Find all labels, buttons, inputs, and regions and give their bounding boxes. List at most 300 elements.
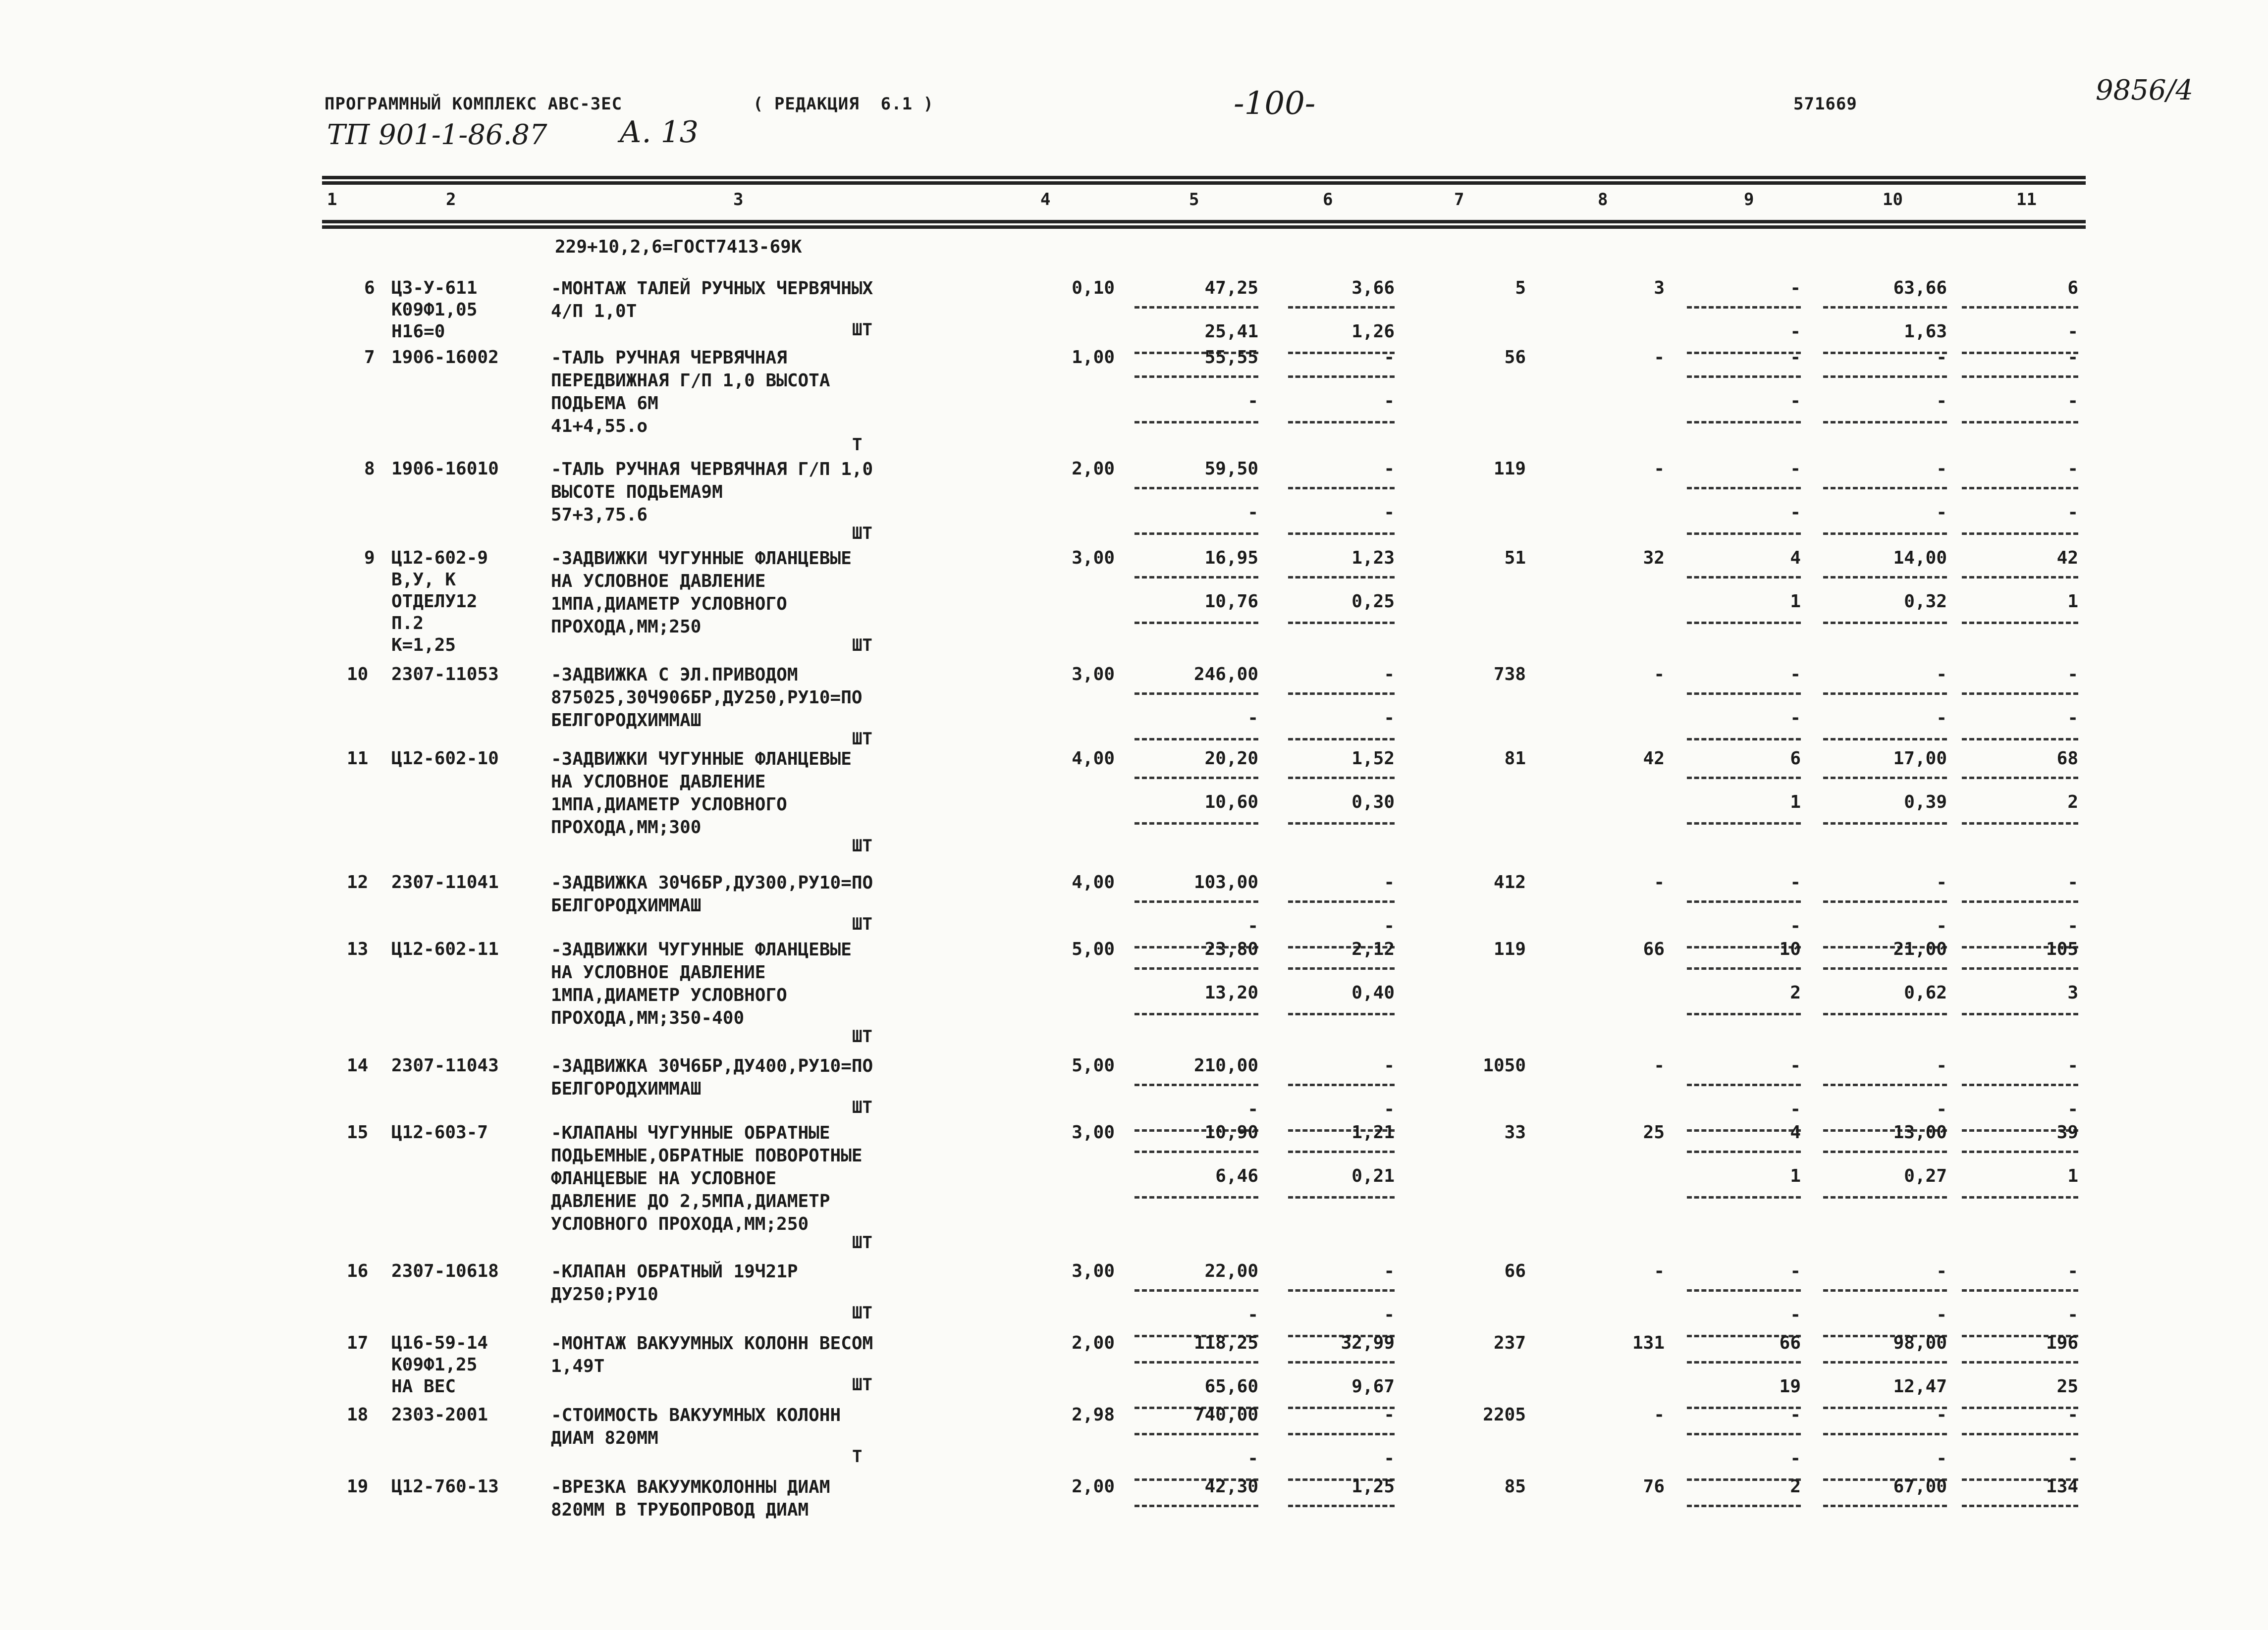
cell-c8: 131 bbox=[1632, 1333, 1665, 1353]
value-underline bbox=[1134, 692, 1258, 695]
cell-c8: 3 bbox=[1654, 278, 1665, 298]
resource-code-block bbox=[391, 1122, 488, 1144]
resource-code-line: К=1,25 bbox=[391, 635, 456, 655]
resource-code-line: 2307-10618 bbox=[391, 1261, 499, 1281]
cell-c11a: 42 bbox=[2056, 548, 2078, 568]
value-underline bbox=[1962, 1084, 2078, 1086]
value-underline bbox=[1687, 576, 1801, 578]
description-line: ПРОХОДА,ММ;350-400 bbox=[551, 1008, 745, 1028]
row-number: 9 bbox=[364, 548, 375, 568]
value-underline bbox=[1962, 1433, 2078, 1435]
value-underline bbox=[1687, 375, 1801, 378]
value-underline bbox=[1962, 487, 2078, 489]
cell-c7: 56 bbox=[1504, 347, 1526, 368]
unit-label: ШТ bbox=[852, 1098, 872, 1117]
resource-code-line: 1906-16010 bbox=[391, 459, 499, 479]
cell-c7: 237 bbox=[1493, 1333, 1526, 1353]
resource-code-line: Ц16-59-14 bbox=[391, 1333, 488, 1353]
cell-c6b: - bbox=[1384, 391, 1395, 411]
cell-c11b: 1 bbox=[2067, 591, 2078, 612]
cell-c11a: - bbox=[2067, 1261, 2078, 1281]
value-underline bbox=[1823, 576, 1947, 578]
column-header-8: 8 bbox=[1598, 190, 1608, 210]
cell-c4: 3,00 bbox=[1072, 1261, 1115, 1281]
cell-c11a: 68 bbox=[2056, 748, 2078, 769]
cell-c6b: - bbox=[1384, 1305, 1395, 1325]
cell-c10b: - bbox=[1936, 1448, 1947, 1469]
description-line: 4/П 1,0Т bbox=[551, 301, 637, 321]
cell-c10a: 13,00 bbox=[1893, 1122, 1947, 1143]
row-number: 17 bbox=[347, 1333, 369, 1353]
value-underline bbox=[1134, 1289, 1258, 1292]
value-underline bbox=[1288, 738, 1395, 740]
cell-c5b: - bbox=[1247, 916, 1258, 936]
work-description bbox=[551, 1404, 841, 1450]
resource-code-line: Н16=0 bbox=[391, 321, 445, 342]
resource-code-block bbox=[391, 1261, 499, 1282]
resource-code-block bbox=[391, 347, 499, 368]
cell-c9b: 2 bbox=[1790, 983, 1801, 1003]
value-underline bbox=[1134, 1084, 1258, 1086]
value-underline bbox=[1134, 1433, 1258, 1435]
cell-c11b: - bbox=[2067, 1305, 2078, 1325]
cell-c7: 1050 bbox=[1483, 1055, 1526, 1076]
cell-c6a: - bbox=[1384, 1055, 1395, 1076]
resource-code-block bbox=[391, 748, 499, 770]
value-underline bbox=[1962, 692, 2078, 695]
cell-c11a: - bbox=[2067, 1055, 2078, 1076]
cell-c10b: 1,63 bbox=[1904, 321, 1947, 342]
value-underline bbox=[1687, 1013, 1801, 1015]
value-underline bbox=[1962, 1013, 2078, 1015]
value-underline bbox=[1962, 375, 2078, 378]
cell-c6a: - bbox=[1384, 664, 1395, 684]
cell-c8: 66 bbox=[1643, 939, 1665, 959]
value-underline bbox=[1134, 822, 1258, 825]
value-underline bbox=[1823, 622, 1947, 624]
cell-c7: 85 bbox=[1504, 1476, 1526, 1497]
cell-c7: 66 bbox=[1504, 1261, 1526, 1281]
description-line: -КЛАПАНЫ ЧУГУННЫЕ ОБРАТНЫЕ bbox=[551, 1123, 830, 1143]
cell-c10b: - bbox=[1936, 916, 1947, 936]
resource-code-line: Ц12-602-9 bbox=[391, 548, 488, 568]
description-line: БЕЛГОРОДХИММАШ bbox=[551, 895, 702, 916]
cell-c9b: - bbox=[1790, 321, 1801, 342]
cell-c11b: - bbox=[2067, 708, 2078, 728]
unit-label: ШТ bbox=[852, 1233, 872, 1253]
cell-c9a: 6 bbox=[1790, 748, 1801, 769]
cell-c5a: 20,20 bbox=[1204, 748, 1258, 769]
project-number: ТП 901-1-86.87 bbox=[327, 119, 547, 151]
continuation-line: 229+10,2,6=ГОСТ7413-69К bbox=[555, 237, 802, 257]
value-underline bbox=[1823, 1196, 1947, 1199]
cell-c9a: - bbox=[1790, 872, 1801, 893]
cell-c4: 3,00 bbox=[1072, 664, 1115, 684]
value-underline bbox=[1134, 900, 1258, 903]
value-underline bbox=[1823, 1289, 1947, 1292]
value-underline bbox=[1288, 1289, 1395, 1292]
cell-c9a: - bbox=[1790, 278, 1801, 298]
value-underline bbox=[1823, 777, 1947, 779]
edition-label: ( РЕДАКЦИЯ 6.1 ) bbox=[753, 94, 934, 114]
description-line: -ТАЛЬ РУЧНАЯ ЧЕРВЯЧНАЯ bbox=[551, 348, 787, 368]
description-line: 41+4,55.о bbox=[551, 416, 648, 436]
description-line: ПОДЬЕМА 6М bbox=[551, 393, 658, 414]
resource-code-line: 2307-11041 bbox=[391, 872, 499, 893]
resource-code-line: 2307-11043 bbox=[391, 1055, 499, 1076]
description-line: ДИАМ 820ММ bbox=[551, 1428, 658, 1448]
value-underline bbox=[1134, 375, 1258, 378]
cell-c9b: - bbox=[1790, 1099, 1801, 1119]
row-number: 19 bbox=[347, 1476, 369, 1497]
resource-code-line: Ц12-602-10 bbox=[391, 748, 499, 769]
value-underline bbox=[1823, 487, 1947, 489]
resource-code-line: 2303-2001 bbox=[391, 1405, 488, 1425]
description-line: -ЗАДВИЖКА 30Ч6БР,ДУ400,РУ10=ПО bbox=[551, 1056, 873, 1076]
value-underline bbox=[1134, 532, 1258, 535]
value-underline bbox=[1823, 738, 1947, 740]
value-underline bbox=[1134, 576, 1258, 578]
cell-c6a: 1,21 bbox=[1351, 1122, 1395, 1143]
cell-c8: 42 bbox=[1643, 748, 1665, 769]
description-line: ПЕРЕДВИЖНАЯ Г/П 1,0 ВЫСОТА bbox=[551, 370, 830, 391]
value-underline bbox=[1288, 1013, 1395, 1015]
description-line: -ЗАДВИЖКА С ЭЛ.ПРИВОДОМ bbox=[551, 665, 798, 685]
unit-label: Т bbox=[852, 1447, 863, 1467]
cell-c9b: - bbox=[1790, 916, 1801, 936]
cell-c9b: - bbox=[1790, 708, 1801, 728]
cell-c6a: 1,25 bbox=[1351, 1476, 1395, 1497]
row-number: 8 bbox=[364, 459, 375, 479]
value-underline bbox=[1288, 576, 1395, 578]
cell-c5b: 10,76 bbox=[1204, 591, 1258, 612]
description-line: -СТОИМОСТЬ ВАКУУМНЫХ КОЛОНН bbox=[551, 1405, 841, 1425]
value-underline bbox=[1687, 1196, 1801, 1199]
value-underline bbox=[1687, 1151, 1801, 1153]
description-line: НА УСЛОВНОЕ ДАВЛЕНИЕ bbox=[551, 772, 766, 792]
resource-code-line: Ц12-602-11 bbox=[391, 939, 499, 959]
cell-c11a: - bbox=[2067, 1405, 2078, 1425]
cell-c5b: 65,60 bbox=[1204, 1376, 1258, 1397]
value-underline bbox=[1134, 1505, 1258, 1507]
description-line: 820ММ В ТРУБОПРОВОД ДИАМ bbox=[551, 1500, 809, 1520]
value-underline bbox=[1823, 900, 1947, 903]
cell-c6b: 9,67 bbox=[1351, 1376, 1395, 1397]
cell-c5a: 118,25 bbox=[1193, 1333, 1258, 1353]
cell-c8: - bbox=[1654, 664, 1665, 684]
cell-c8: - bbox=[1654, 459, 1665, 479]
cell-c10b: 0,39 bbox=[1904, 792, 1947, 812]
cell-c7: 2205 bbox=[1483, 1405, 1526, 1425]
cell-c10a: - bbox=[1936, 872, 1947, 893]
resource-code-block bbox=[391, 1332, 488, 1398]
column-header-9: 9 bbox=[1744, 190, 1754, 210]
cell-c9a: 10 bbox=[1779, 939, 1801, 959]
resource-code-block bbox=[391, 664, 499, 685]
cell-c10b: - bbox=[1936, 391, 1947, 411]
description-line: -КЛАПАН ОБРАТНЫЙ 19Ч21Р bbox=[551, 1262, 798, 1282]
cell-c11b: 2 bbox=[2067, 792, 2078, 812]
value-underline bbox=[1823, 692, 1947, 695]
cell-c8: - bbox=[1654, 1055, 1665, 1076]
row-number: 11 bbox=[347, 748, 369, 769]
value-underline bbox=[1288, 900, 1395, 903]
value-underline bbox=[1823, 1505, 1947, 1507]
resource-code-block bbox=[391, 872, 499, 894]
cell-c10b: 0,62 bbox=[1904, 983, 1947, 1003]
cell-c10a: 67,00 bbox=[1893, 1476, 1947, 1497]
resource-code-line: П.2 bbox=[391, 613, 424, 633]
cell-c9b: - bbox=[1790, 502, 1801, 523]
value-underline bbox=[1288, 822, 1395, 825]
value-underline bbox=[1962, 738, 2078, 740]
cell-c7: 412 bbox=[1493, 872, 1526, 893]
work-description bbox=[551, 664, 863, 732]
cell-c5a: 22,00 bbox=[1204, 1261, 1258, 1281]
column-header-4: 4 bbox=[1040, 190, 1051, 210]
value-underline bbox=[1823, 822, 1947, 825]
cell-c5b: - bbox=[1247, 1305, 1258, 1325]
value-underline bbox=[1134, 1151, 1258, 1153]
value-underline bbox=[1687, 1361, 1801, 1364]
value-underline bbox=[1288, 1433, 1395, 1435]
value-underline bbox=[1288, 487, 1395, 489]
work-description bbox=[551, 458, 873, 526]
value-underline bbox=[1288, 375, 1395, 378]
unit-label: ШТ bbox=[852, 836, 872, 856]
value-underline bbox=[1687, 306, 1801, 309]
work-description bbox=[551, 1122, 863, 1236]
resource-code-line: К09Ф1,05 bbox=[391, 300, 478, 320]
resource-code-line: НА ВЕС bbox=[391, 1376, 456, 1397]
value-underline bbox=[1962, 622, 2078, 624]
value-underline bbox=[1687, 738, 1801, 740]
cell-c7: 738 bbox=[1493, 664, 1526, 684]
value-underline bbox=[1823, 1084, 1947, 1086]
value-underline bbox=[1687, 487, 1801, 489]
cell-c5a: 23,80 bbox=[1204, 939, 1258, 959]
cell-c9a: 2 bbox=[1790, 1476, 1801, 1497]
value-underline bbox=[1687, 1505, 1801, 1507]
cell-c11b: 1 bbox=[2067, 1166, 2078, 1186]
value-underline bbox=[1687, 900, 1801, 903]
column-header-1: 1 bbox=[327, 190, 337, 210]
description-line: ПОДЬЕМНЫЕ,ОБРАТНЫЕ ПОВОРОТНЫЕ bbox=[551, 1146, 863, 1166]
cell-c10a: 17,00 bbox=[1893, 748, 1947, 769]
cell-c5a: 16,95 bbox=[1204, 548, 1258, 568]
description-line: ПРОХОДА,ММ;250 bbox=[551, 617, 702, 637]
cell-c5b: 10,60 bbox=[1204, 792, 1258, 812]
resource-code-block bbox=[391, 277, 477, 343]
cell-c6b: 0,30 bbox=[1351, 792, 1395, 812]
description-line: 875025,30Ч906БР,ДУ250,РУ10=ПО bbox=[551, 687, 863, 708]
cell-c6a: 3,66 bbox=[1351, 278, 1395, 298]
description-line: -ЗАДВИЖКА 30Ч6БР,ДУ300,РУ10=ПО bbox=[551, 873, 873, 893]
value-underline bbox=[1288, 1196, 1395, 1199]
description-line: -ВРЕЗКА ВАКУУМКОЛОННЫ ДИАМ bbox=[551, 1477, 830, 1497]
cell-c8: - bbox=[1654, 347, 1665, 368]
cell-c10a: - bbox=[1936, 459, 1947, 479]
cell-c11a: - bbox=[2067, 347, 2078, 368]
cell-c6b: 1,26 bbox=[1351, 321, 1395, 342]
value-underline bbox=[1687, 1084, 1801, 1086]
value-underline bbox=[1962, 1151, 2078, 1153]
cell-c7: 119 bbox=[1493, 939, 1526, 959]
description-line: 57+3,75.6 bbox=[551, 505, 648, 525]
work-description bbox=[551, 347, 830, 438]
cell-c4: 5,00 bbox=[1072, 1055, 1115, 1076]
work-description bbox=[551, 547, 852, 638]
value-underline bbox=[1687, 622, 1801, 624]
cell-c5a: 210,00 bbox=[1193, 1055, 1258, 1076]
cell-c9b: 1 bbox=[1790, 792, 1801, 812]
value-underline bbox=[1134, 1196, 1258, 1199]
cell-c8: - bbox=[1654, 872, 1665, 893]
value-underline bbox=[1687, 1433, 1801, 1435]
value-underline bbox=[1962, 777, 2078, 779]
work-description bbox=[551, 1476, 830, 1522]
value-underline bbox=[1288, 306, 1395, 309]
work-description bbox=[551, 1332, 873, 1378]
work-description bbox=[551, 277, 873, 323]
column-header-11: 11 bbox=[2016, 190, 2037, 210]
cell-c7: 51 bbox=[1504, 548, 1526, 568]
unit-label: ШТ bbox=[852, 1375, 872, 1395]
cell-c5b: 6,46 bbox=[1215, 1166, 1258, 1186]
value-underline bbox=[1962, 1289, 2078, 1292]
description-line: ПРОХОДА,ММ;300 bbox=[551, 817, 702, 838]
row-number: 12 bbox=[347, 872, 369, 893]
cell-c7: 33 bbox=[1504, 1122, 1526, 1143]
value-underline bbox=[1134, 738, 1258, 740]
value-underline bbox=[1687, 532, 1801, 535]
cell-c5a: 246,00 bbox=[1193, 664, 1258, 684]
cell-c8: - bbox=[1654, 1405, 1665, 1425]
description-line: 1МПА,ДИАМЕТР УСЛОВНОГО bbox=[551, 794, 787, 815]
value-underline bbox=[1962, 576, 2078, 578]
value-underline bbox=[1823, 1433, 1947, 1435]
column-header-5: 5 bbox=[1189, 190, 1199, 210]
value-underline bbox=[1962, 1361, 2078, 1364]
cell-c10b: - bbox=[1936, 708, 1947, 728]
cell-c9b: - bbox=[1790, 1305, 1801, 1325]
description-line: ДАВЛЕНИЕ ДО 2,5МПА,ДИАМЕТР bbox=[551, 1191, 830, 1211]
doc-code: 571669 bbox=[1793, 94, 1857, 114]
value-underline bbox=[1288, 1361, 1395, 1364]
cell-c4: 4,00 bbox=[1072, 872, 1115, 893]
cell-c11a: 6 bbox=[2067, 278, 2078, 298]
cell-c7: 119 bbox=[1493, 459, 1526, 479]
unit-label: ШТ bbox=[852, 1027, 872, 1047]
row-number: 7 bbox=[364, 347, 375, 368]
table-header-rule-2 bbox=[322, 225, 2086, 229]
description-line: ДУ250;РУ10 bbox=[551, 1284, 658, 1305]
value-underline bbox=[1687, 822, 1801, 825]
value-underline bbox=[1823, 1013, 1947, 1015]
cell-c10a: - bbox=[1936, 1261, 1947, 1281]
value-underline bbox=[1687, 421, 1801, 423]
cell-c5b: - bbox=[1247, 708, 1258, 728]
value-underline bbox=[1687, 692, 1801, 695]
cell-c11a: 134 bbox=[2046, 1476, 2078, 1497]
value-underline bbox=[1962, 822, 2078, 825]
value-underline bbox=[1134, 487, 1258, 489]
value-underline bbox=[1823, 421, 1947, 423]
value-underline bbox=[1134, 1013, 1258, 1015]
cell-c6a: - bbox=[1384, 347, 1395, 368]
cell-c11b: 3 bbox=[2067, 983, 2078, 1003]
resource-code-line: К09Ф1,25 bbox=[391, 1355, 478, 1375]
cell-c6b: 0,40 bbox=[1351, 983, 1395, 1003]
value-underline bbox=[1962, 1196, 2078, 1199]
description-line: ФЛАНЦЕВЫЕ НА УСЛОВНОЕ bbox=[551, 1168, 777, 1189]
cell-c9a: - bbox=[1790, 459, 1801, 479]
value-underline bbox=[1823, 375, 1947, 378]
cell-c6a: 2,12 bbox=[1351, 939, 1395, 959]
cell-c10a: 98,00 bbox=[1893, 1333, 1947, 1353]
value-underline bbox=[1288, 692, 1395, 695]
value-underline bbox=[1134, 1361, 1258, 1364]
cell-c5a: 740,00 bbox=[1193, 1405, 1258, 1425]
cell-c4: 2,00 bbox=[1072, 1333, 1115, 1353]
value-underline bbox=[1134, 622, 1258, 624]
description-line: -ЗАДВИЖКИ ЧУГУННЫЕ ФЛАНЦЕВЫЕ bbox=[551, 940, 852, 960]
value-underline bbox=[1962, 967, 2078, 970]
resource-code-block bbox=[391, 547, 488, 656]
cell-c5a: 47,25 bbox=[1204, 278, 1258, 298]
cell-c9a: - bbox=[1790, 1261, 1801, 1281]
work-description bbox=[551, 872, 873, 917]
cell-c10a: - bbox=[1936, 347, 1947, 368]
cell-c4: 3,00 bbox=[1072, 548, 1115, 568]
resource-code-block bbox=[391, 1476, 499, 1498]
column-header-3: 3 bbox=[733, 190, 744, 210]
cell-c7: 5 bbox=[1515, 278, 1526, 298]
cell-c11a: - bbox=[2067, 872, 2078, 893]
value-underline bbox=[1134, 967, 1258, 970]
resource-code-line: Ц12-603-7 bbox=[391, 1122, 488, 1143]
column-header-6: 6 bbox=[1323, 190, 1333, 210]
cell-c5a: 55,55 bbox=[1204, 347, 1258, 368]
cell-c8: 76 bbox=[1643, 1476, 1665, 1497]
cell-c9b: 1 bbox=[1790, 591, 1801, 612]
cell-c9b: - bbox=[1790, 1448, 1801, 1469]
description-line: -МОНТАЖ ВАКУУМНЫХ КОЛОНН ВЕСОМ bbox=[551, 1333, 873, 1354]
cell-c4: 0,10 bbox=[1072, 278, 1115, 298]
cell-c5b: - bbox=[1247, 391, 1258, 411]
value-underline bbox=[1823, 1151, 1947, 1153]
value-underline bbox=[1962, 1505, 2078, 1507]
cell-c11b: - bbox=[2067, 1099, 2078, 1119]
row-number: 6 bbox=[364, 278, 375, 298]
row-number: 14 bbox=[347, 1055, 369, 1076]
cell-c5a: 10,90 bbox=[1204, 1122, 1258, 1143]
table-top-rule bbox=[322, 176, 2086, 179]
description-line: БЕЛГОРОДХИММАШ bbox=[551, 1079, 702, 1099]
program-title: ПРОГРАММНЫЙ КОМПЛЕКС АВС-ЗЕС bbox=[324, 94, 623, 114]
cell-c5b: - bbox=[1247, 1099, 1258, 1119]
cell-c11a: - bbox=[2067, 664, 2078, 684]
value-underline bbox=[1687, 1289, 1801, 1292]
value-underline bbox=[1288, 421, 1395, 423]
cell-c11b: - bbox=[2067, 916, 2078, 936]
resource-code-line: 2307-11053 bbox=[391, 664, 499, 684]
cell-c9a: 4 bbox=[1790, 1122, 1801, 1143]
cell-c9b: 1 bbox=[1790, 1166, 1801, 1186]
cell-c5a: 59,50 bbox=[1204, 459, 1258, 479]
value-underline bbox=[1288, 1505, 1395, 1507]
unit-label: Т bbox=[852, 435, 863, 455]
